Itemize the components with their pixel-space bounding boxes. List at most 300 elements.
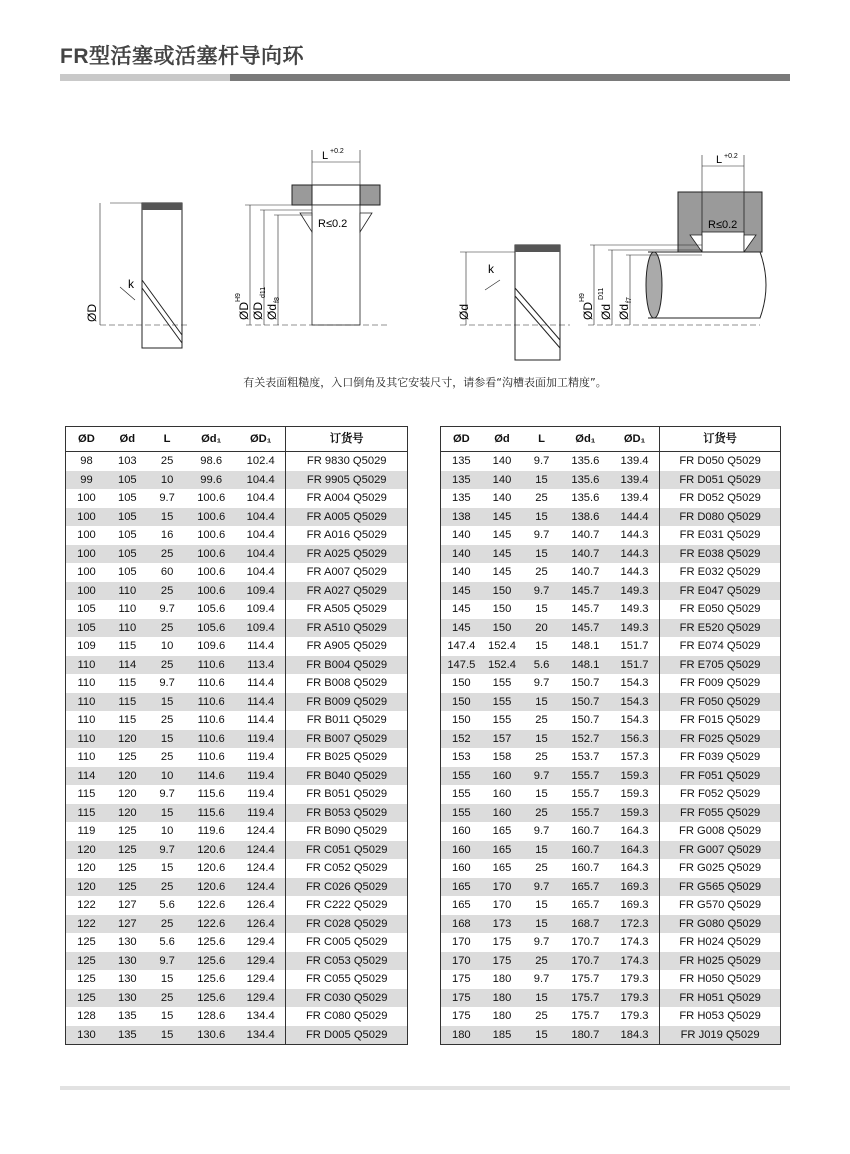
table-cell: 159.3 xyxy=(610,804,660,823)
table-cell: 104.4 xyxy=(236,471,286,490)
table-cell: 104.4 xyxy=(246,492,275,505)
table-cell: FR E047 Q5029 xyxy=(660,582,781,601)
table-cell: FR G008 Q5029 xyxy=(660,822,781,841)
table-cell: 145.7 xyxy=(561,582,610,601)
table-row xyxy=(441,915,781,934)
table-cell: 127 xyxy=(117,899,137,912)
table-cell: 114 xyxy=(66,767,107,786)
table-cell: 170 xyxy=(492,899,512,912)
table-cell: 149.3 xyxy=(620,603,649,616)
table-cell: 152 xyxy=(441,730,482,749)
table-cell: 135.6 xyxy=(571,492,600,505)
table-row xyxy=(66,748,408,767)
table-cell: 105 xyxy=(117,529,137,542)
table-cell: FR B011 Q5029 xyxy=(286,711,408,730)
table-cell: 126.4 xyxy=(246,899,275,912)
table-cell: 165.7 xyxy=(571,899,600,912)
table-cell: 150 xyxy=(441,693,482,712)
table-cell: 140 xyxy=(451,529,471,542)
table-cell: 147.5 xyxy=(441,656,482,675)
table-cell: 15 xyxy=(535,788,548,801)
table-cell: FR B040 Q5029 xyxy=(286,767,408,786)
label-R: R≤0.2 xyxy=(318,218,348,230)
table-cell: FR D005 Q5029 xyxy=(286,1026,408,1045)
table-cell: 114.4 xyxy=(236,693,286,712)
table-cell: 148.1 xyxy=(561,656,610,675)
table-cell: 15 xyxy=(160,1010,174,1023)
page-title: FR型活塞或活塞杆导向环 xyxy=(60,45,304,68)
table-row xyxy=(66,582,408,601)
table-cell: FR B004 Q5029 xyxy=(286,656,408,675)
table-cell: FR B051 Q5029 xyxy=(286,785,408,804)
table-cell: 16 xyxy=(160,529,174,542)
table-cell: 149.3 xyxy=(610,619,660,638)
table-cell: 5.6 xyxy=(522,656,560,675)
table-cell: FR D051 Q5029 xyxy=(660,471,781,490)
table-cell: 160.7 xyxy=(571,862,600,875)
table-cell: 25 xyxy=(522,952,560,971)
col-header-order-no: 订货号 xyxy=(660,427,781,452)
table-cell: 100 xyxy=(66,582,107,601)
table-cell: 15 xyxy=(148,730,187,749)
table-cell: FR E074 Q5029 xyxy=(660,637,781,656)
table-cell: 25 xyxy=(535,1010,548,1023)
table-cell: 170 xyxy=(451,936,471,949)
table-cell: 154.3 xyxy=(610,693,660,712)
table-cell: 155 xyxy=(441,767,482,786)
table-cell: 125 xyxy=(117,862,137,875)
table-cell: FR D050 Q5029 xyxy=(660,452,781,471)
table-row xyxy=(441,878,781,897)
table-cell: 125 xyxy=(107,878,148,897)
table-cell: FR C080 Q5029 xyxy=(286,1007,408,1026)
label-d-f7: Ød xyxy=(617,303,631,320)
table-cell: FR A025 Q5029 xyxy=(286,545,408,564)
col-header-d: Ød xyxy=(482,427,523,452)
table-cell: 151.7 xyxy=(620,640,649,653)
table-cell: 135 xyxy=(451,455,471,468)
table-cell: 114.6 xyxy=(186,767,235,786)
table-cell: FR F055 Q5029 xyxy=(660,804,781,823)
table-cell: 125 xyxy=(77,936,96,949)
table-cell: FR C030 Q5029 xyxy=(286,989,408,1008)
table-cell: 60 xyxy=(160,566,174,579)
table-cell: 125 xyxy=(77,973,96,986)
table-cell: 170 xyxy=(482,878,523,897)
table-cell: FR E032 Q5029 xyxy=(660,563,781,582)
table-cell: 138 xyxy=(441,508,482,527)
table-cell: 125 xyxy=(66,952,107,971)
table-cell: 25 xyxy=(535,714,548,727)
table-row xyxy=(441,730,781,749)
table-cell: 114 xyxy=(107,656,148,675)
table-cell: 155.7 xyxy=(571,788,600,801)
table-cell: 100 xyxy=(66,545,107,564)
table-cell: 138.6 xyxy=(561,508,610,527)
table-cell: 119.4 xyxy=(247,751,275,764)
table-cell: 120 xyxy=(117,788,137,801)
table-row xyxy=(441,952,781,971)
table-cell: 114.4 xyxy=(247,714,275,727)
label-D11: D11 xyxy=(598,287,605,300)
table-cell: 114.4 xyxy=(247,677,275,690)
table-cell: 153.7 xyxy=(571,751,600,764)
table-cell: FR H053 Q5029 xyxy=(660,1007,781,1026)
table-row xyxy=(66,711,408,730)
table-cell: 119.6 xyxy=(197,825,225,838)
table-cell: FR C005 Q5029 xyxy=(286,933,408,952)
table-cell: 25 xyxy=(160,751,174,764)
table-cell: 15 xyxy=(160,973,174,986)
table-cell: 15 xyxy=(535,640,548,653)
table-cell: 110.6 xyxy=(186,693,235,712)
table-cell: 140 xyxy=(451,566,471,579)
table-cell: 145 xyxy=(441,582,482,601)
table-cell: 9.7 xyxy=(533,677,550,690)
table-cell: 110 xyxy=(66,730,107,749)
table-cell: FR B009 Q5029 xyxy=(286,693,408,712)
table-cell: 110.6 xyxy=(186,730,235,749)
table-cell: 160 xyxy=(482,767,523,786)
table-cell: 99.6 xyxy=(186,471,235,490)
label-d-f8: Ød xyxy=(265,303,279,320)
table-cell: 154.3 xyxy=(620,714,649,727)
table-cell: FR H051 Q5029 xyxy=(660,989,781,1008)
label-D-H9: ØD xyxy=(237,302,251,320)
table-row xyxy=(66,841,408,860)
col-header-D: ØD xyxy=(441,427,482,452)
table-cell: 140.7 xyxy=(561,545,610,564)
table-cell: 99 xyxy=(66,471,107,490)
label-d1: Ød xyxy=(599,303,613,320)
table-cell: FR A027 Q5029 xyxy=(286,582,408,601)
label-D: ØD xyxy=(85,304,99,322)
table-row xyxy=(66,767,408,786)
table-cell: 125 xyxy=(117,825,137,838)
table-row xyxy=(441,693,781,712)
table-cell: 160.7 xyxy=(561,841,610,860)
table-cell: 122.6 xyxy=(186,915,235,934)
table-cell: 119.4 xyxy=(236,767,286,786)
table-cell: 120 xyxy=(77,862,96,875)
diagram-piston-ring xyxy=(85,203,190,348)
table-cell: 119 xyxy=(77,825,96,838)
table-row xyxy=(66,804,408,823)
table-cell: 104.4 xyxy=(236,545,286,564)
table-row xyxy=(441,896,781,915)
table-cell: 15 xyxy=(522,730,560,749)
table-cell: 105 xyxy=(107,471,148,490)
table-cell: FR A505 Q5029 xyxy=(286,600,408,619)
table-cell: 124.4 xyxy=(246,862,275,875)
table-cell: 160 xyxy=(492,788,512,801)
table-cell: 119.4 xyxy=(236,804,286,823)
label-k-b: k xyxy=(488,262,494,276)
table-cell: 100.6 xyxy=(186,582,235,601)
table-row xyxy=(66,785,408,804)
table-row xyxy=(66,896,408,915)
table-cell: 155 xyxy=(492,677,512,690)
table-row xyxy=(441,674,781,693)
table-cell: 25 xyxy=(148,656,187,675)
table-cell: 125.6 xyxy=(197,973,226,986)
col-header-L: L xyxy=(148,427,187,452)
table-cell: 150.7 xyxy=(571,677,600,690)
table-cell: FR G570 Q5029 xyxy=(660,896,781,915)
table-cell: 25 xyxy=(522,804,560,823)
table-row xyxy=(66,970,408,989)
table-row xyxy=(66,989,408,1008)
table-cell: 155 xyxy=(451,788,471,801)
table-cell: 140 xyxy=(482,471,523,490)
table-cell: 110.6 xyxy=(186,656,235,675)
table-cell: 149.3 xyxy=(610,582,660,601)
table-cell: 9.7 xyxy=(522,878,560,897)
table-cell: 25 xyxy=(535,566,548,579)
table-cell: 109.6 xyxy=(197,640,226,653)
table-row xyxy=(441,767,781,786)
table-cell: 175 xyxy=(451,973,471,986)
table-cell: 9.7 xyxy=(533,936,550,949)
table-cell: 139.4 xyxy=(610,471,660,490)
table-cell: 110 xyxy=(66,656,107,675)
table-row xyxy=(441,804,781,823)
label-L-b: L xyxy=(716,154,723,166)
table-cell: 5.6 xyxy=(159,936,175,949)
table-cell: 105 xyxy=(117,566,137,579)
table-cell: 110.6 xyxy=(197,714,225,727)
table-cell: 105 xyxy=(107,545,148,564)
table-cell: 130 xyxy=(117,973,137,986)
table-cell: 129.4 xyxy=(236,989,286,1008)
table-cell: 105.6 xyxy=(197,603,226,616)
table-cell: 180 xyxy=(492,1010,512,1023)
table-cell: FR F050 Q5029 xyxy=(660,693,781,712)
table-cell: 5.6 xyxy=(159,899,175,912)
table-cell: 150 xyxy=(451,714,471,727)
table-cell: FR C051 Q5029 xyxy=(286,841,408,860)
table-cell: FR A004 Q5029 xyxy=(286,489,408,508)
table-cell: 110 xyxy=(77,751,96,764)
table-cell: FR F009 Q5029 xyxy=(660,674,781,693)
table-cell: FR G025 Q5029 xyxy=(660,859,781,878)
table-cell: 120.6 xyxy=(197,862,226,875)
table-cell: 144.3 xyxy=(620,566,649,579)
table-row xyxy=(66,508,408,527)
table-row xyxy=(441,748,781,767)
table-cell: 144.3 xyxy=(610,545,660,564)
size-table-left xyxy=(65,426,408,1045)
table-cell: 100 xyxy=(77,492,96,505)
col-header-L: L xyxy=(522,427,560,452)
table-cell: 15 xyxy=(148,508,187,527)
table-cell: 164.3 xyxy=(620,862,649,875)
table-cell: 115.6 xyxy=(197,788,225,801)
table-cell: 175.7 xyxy=(571,973,600,986)
table-cell: 158 xyxy=(492,751,512,764)
table-cell: 9.7 xyxy=(533,825,550,838)
table-cell: 165 xyxy=(451,899,471,912)
table-cell: 168 xyxy=(441,915,482,934)
table-cell: 145.7 xyxy=(561,619,610,638)
col-header-D1: ØD₁ xyxy=(610,427,660,452)
table-cell: 15 xyxy=(522,841,560,860)
table-cell: 159.3 xyxy=(610,767,660,786)
table-cell: 15 xyxy=(522,915,560,934)
table-cell: 105 xyxy=(117,492,137,505)
col-header-D: ØD xyxy=(66,427,107,452)
table-cell: 129.4 xyxy=(236,952,286,971)
table-cell: FR E031 Q5029 xyxy=(660,526,781,545)
table-cell: 175 xyxy=(492,936,512,949)
table-cell: 129.4 xyxy=(246,973,275,986)
table-cell: 150 xyxy=(482,582,523,601)
table-row xyxy=(441,600,781,619)
table-cell: 25 xyxy=(148,989,187,1008)
table-cell: 25 xyxy=(148,619,187,638)
table-cell: 9.7 xyxy=(148,841,187,860)
table-cell: 128 xyxy=(77,1010,96,1023)
table-cell: 120 xyxy=(107,767,148,786)
table-cell: FR A510 Q5029 xyxy=(286,619,408,638)
table-cell: FR A005 Q5029 xyxy=(286,508,408,527)
table-cell: 105.6 xyxy=(186,619,235,638)
table-row xyxy=(66,600,408,619)
table-cell: 144.3 xyxy=(620,529,649,542)
table-cell: 126.4 xyxy=(236,915,286,934)
table-row xyxy=(66,656,408,675)
table-row xyxy=(66,545,408,564)
table-row xyxy=(66,878,408,897)
table-cell: 109.4 xyxy=(236,619,286,638)
table-cell: 109 xyxy=(77,640,96,653)
table-cell: FR F039 Q5029 xyxy=(660,748,781,767)
table-cell: FR C026 Q5029 xyxy=(286,878,408,897)
table-cell: 165 xyxy=(492,862,512,875)
table-cell: 180 xyxy=(441,1026,482,1045)
table-cell: 10 xyxy=(160,640,174,653)
table-cell: 170 xyxy=(441,952,482,971)
table-cell: FR F051 Q5029 xyxy=(660,767,781,786)
table-cell: 100.6 xyxy=(197,529,226,542)
table-cell: 10 xyxy=(148,471,187,490)
label-L-tol: +0.2 xyxy=(330,148,344,155)
table-cell: 9.7 xyxy=(159,492,175,505)
table-cell: 100.6 xyxy=(197,492,226,505)
table-cell: FR H024 Q5029 xyxy=(660,933,781,952)
table-cell: 169.3 xyxy=(610,878,660,897)
label-H9-b: H9 xyxy=(579,293,586,302)
table-cell: FR C055 Q5029 xyxy=(286,970,408,989)
table-cell: 139.4 xyxy=(620,492,649,505)
table-row xyxy=(441,785,781,804)
table-cell: FR B007 Q5029 xyxy=(286,730,408,749)
table-cell: 15 xyxy=(522,471,560,490)
table-row xyxy=(66,526,408,545)
table-cell: 15 xyxy=(522,508,560,527)
table-cell: 155.7 xyxy=(561,767,610,786)
table-cell: 104.4 xyxy=(236,508,286,527)
table-cell: 144.4 xyxy=(610,508,660,527)
table-cell: 105 xyxy=(107,508,148,527)
table-cell: 15 xyxy=(522,1026,560,1045)
table-cell: 113.4 xyxy=(236,656,286,675)
table-cell: 9.7 xyxy=(159,788,175,801)
table-cell: 110 xyxy=(107,582,148,601)
table-row xyxy=(441,489,781,508)
table-cell: 15 xyxy=(160,862,174,875)
table-row xyxy=(66,674,408,693)
table-cell: 15 xyxy=(148,1026,187,1045)
table-cell: FR D052 Q5029 xyxy=(660,489,781,508)
table-cell: FR E050 Q5029 xyxy=(660,600,781,619)
table-row xyxy=(66,1007,408,1026)
table-cell: FR E520 Q5029 xyxy=(660,619,781,638)
table-cell: 175 xyxy=(441,989,482,1008)
table-cell: 105 xyxy=(77,603,96,616)
table-cell: 150.7 xyxy=(561,693,610,712)
table-cell: 109.4 xyxy=(246,603,275,616)
table-cell: 155.7 xyxy=(561,804,610,823)
table-cell: 100.6 xyxy=(186,545,235,564)
table-cell: 120.6 xyxy=(186,841,235,860)
label-D1: ØD xyxy=(251,302,265,320)
table-cell: 134.4 xyxy=(246,1010,275,1023)
table-cell: 160 xyxy=(451,825,471,838)
table-cell: 169.3 xyxy=(620,899,649,912)
table-cell: 172.3 xyxy=(610,915,660,934)
table-row xyxy=(66,471,408,490)
table-cell: 125 xyxy=(107,841,148,860)
table-cell: FR F015 Q5029 xyxy=(660,711,781,730)
table-cell: 110 xyxy=(77,714,96,727)
table-row xyxy=(441,471,781,490)
table-cell: 110 xyxy=(77,677,96,690)
table-cell: 129.4 xyxy=(246,936,275,949)
table-cell: 15 xyxy=(148,693,187,712)
table-cell: 153 xyxy=(451,751,471,764)
table-cell: FR C053 Q5029 xyxy=(286,952,408,971)
table-cell: FR G007 Q5029 xyxy=(660,841,781,860)
table-cell: 25 xyxy=(148,878,187,897)
table-row xyxy=(66,637,408,656)
footer-rule xyxy=(60,1086,790,1090)
table-row xyxy=(441,526,781,545)
table-cell: 9.7 xyxy=(159,603,175,616)
table-cell: 110.6 xyxy=(197,677,225,690)
table-cell: 15 xyxy=(148,804,187,823)
table-cell: 157 xyxy=(482,730,523,749)
table-cell: 125 xyxy=(66,989,107,1008)
table-cell: 25 xyxy=(148,582,187,601)
table-cell: 120 xyxy=(66,878,107,897)
table-cell: 114.4 xyxy=(247,640,275,653)
table-row xyxy=(441,452,781,471)
table-cell: 130 xyxy=(117,936,137,949)
table-row xyxy=(441,656,781,675)
table-cell: 156.3 xyxy=(610,730,660,749)
table-cell: 124.4 xyxy=(246,825,275,838)
table-cell: 105 xyxy=(66,619,107,638)
table-cell: 165 xyxy=(492,825,512,838)
table-cell: 120 xyxy=(107,730,148,749)
table-cell: 180 xyxy=(492,973,512,986)
table-row xyxy=(441,841,781,860)
table-cell: 15 xyxy=(522,989,560,1008)
table-cell: 179.3 xyxy=(620,973,649,986)
installation-note: 有关表面粗糙度，入口倒角及其它安装尺寸，请参看“沟槽表面加工精度”。 xyxy=(243,376,607,389)
table-cell: 124.4 xyxy=(236,841,286,860)
